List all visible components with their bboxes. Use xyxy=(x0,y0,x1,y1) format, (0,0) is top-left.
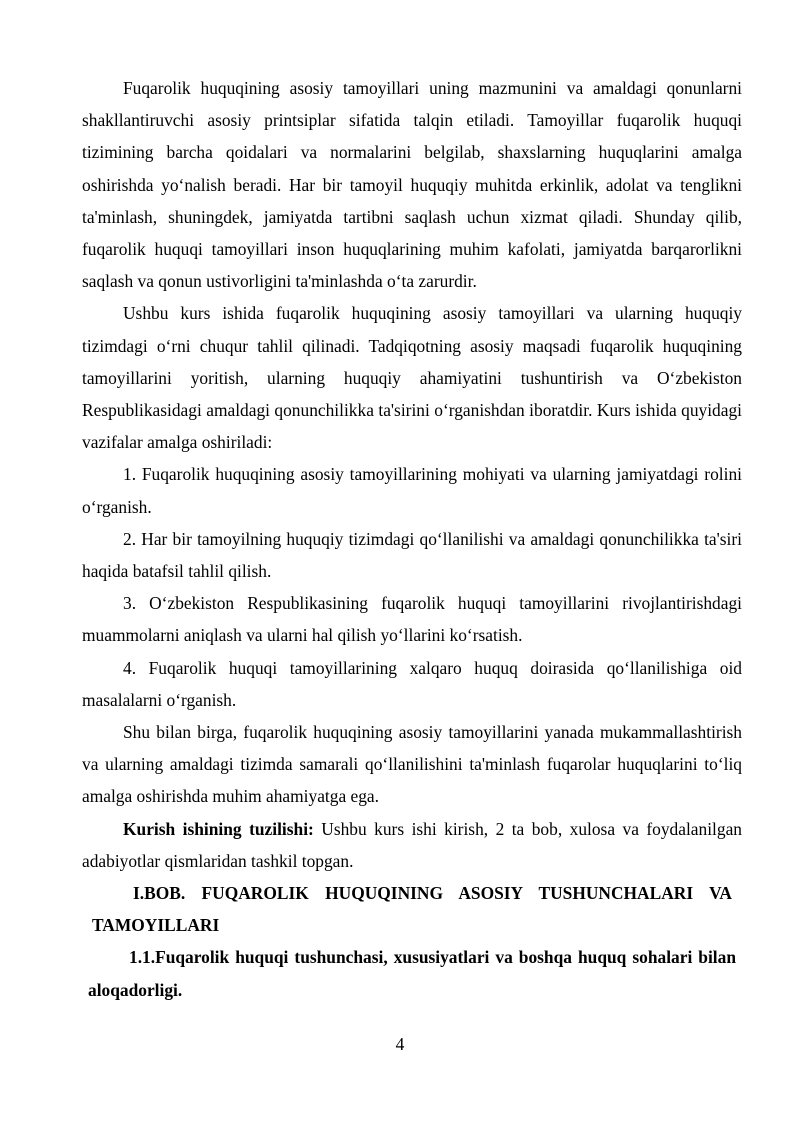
significance-paragraph: Shu bilan birga, fuqarolik huquqining asosiy tamoyillarini yanada mukammallashtirish va ularning amaldagi tizimda samarali qo‘llanilishini ta'minlash fuqarolar huquqlarini to‘liq amalga oshirishda muhim ahamiyatga ega. xyxy=(82,722,742,807)
page-number: 4 xyxy=(395,1034,405,1054)
purpose-paragraph: Ushbu kurs ishida fuqarolik huquqining asosiy tamoyillari va ularning huquqiy tizimdagi o‘rni chuqur tahlil qilinadi. Tadqiqotning asosiy maqsadi fuqarolik huquqining tamoyillarini yoritish, ularning huquqiy ahamiyatini tushuntirish va O‘zbekiston Respublikasidagi amaldagi qonunchilikka ta'sirini o‘rganishdan iboratdir. Kurs ishida quyidagi vazifalar amalga oshiriladi: xyxy=(82,303,742,453)
task-item-2: 2. Har bir tamoyilning huquqiy tizimdagi qo‘llanilishi va amaldagi qonunchilikka ta'siri haqida batafsil tahlil qilish. xyxy=(82,528,742,582)
task-item-1: 1. Fuqarolik huquqining asosiy tamoyillarining mohiyati va ularning jamiyatdagi rolini o‘rganish. xyxy=(82,464,742,517)
structure-paragraph xyxy=(82,813,742,877)
structure-text: Ushbu kurs ishi kirish, 2 ta bob, xulosa va foydalanilgan adabiyotlar qismlaridan tashkil topgan. xyxy=(82,818,742,871)
structure-label: Kurish ishining tuzilishi: xyxy=(123,818,314,839)
document-page xyxy=(82,72,742,1006)
section-heading: 1.1.Fuqarolik huquqi tushunchasi, xususiyatlari va boshqa huquq sohalari bilan aloqadorligi. xyxy=(88,947,736,1000)
task-item-4: 4. Fuqarolik huquqi tamoyillarining xalqaro huquq doirasida qo‘llanilishiga oid masalalarni o‘rganish. xyxy=(82,657,742,710)
intro-paragraph: Fuqarolik huquqining asosiy tamoyillari uning mazmunini va amaldagi qonunlarni shakllantiruvchi asosiy printsiplar sifatida talqin etiladi. Tamoyillar fuqarolik huquqi tizimining barcha qoidalari va normalarini belgilab, shaxslarning huquqlarini amalga oshirishda yo‘nalish beradi. Har bir tamoyil huquqiy muhitda erkinlik, adolat va tenglikni ta'minlash, shuningdek, jamiyatda tartibni saqlash uchun xizmat qiladi. Shunday qilib, fuqarolik huquqi tamoyillari inson huquqlarining muhim kafolati, jamiyatda barqarorlikni saqlash va qonun ustivorligini ta'minlashda o‘ta zarurdir. xyxy=(82,78,742,292)
chapter-heading: I.BOB. FUQAROLIK HUQUQINING ASOSIY TUSHUNCHALARI VA TAMOYILLARI xyxy=(92,883,732,936)
task-item-3: 3. O‘zbekiston Respublikasining fuqarolik huquqi tamoyillarini rivojlantirishdagi muammolarni aniqlash va ularni hal qilish yo‘llarini ko‘rsatish. xyxy=(82,593,742,646)
